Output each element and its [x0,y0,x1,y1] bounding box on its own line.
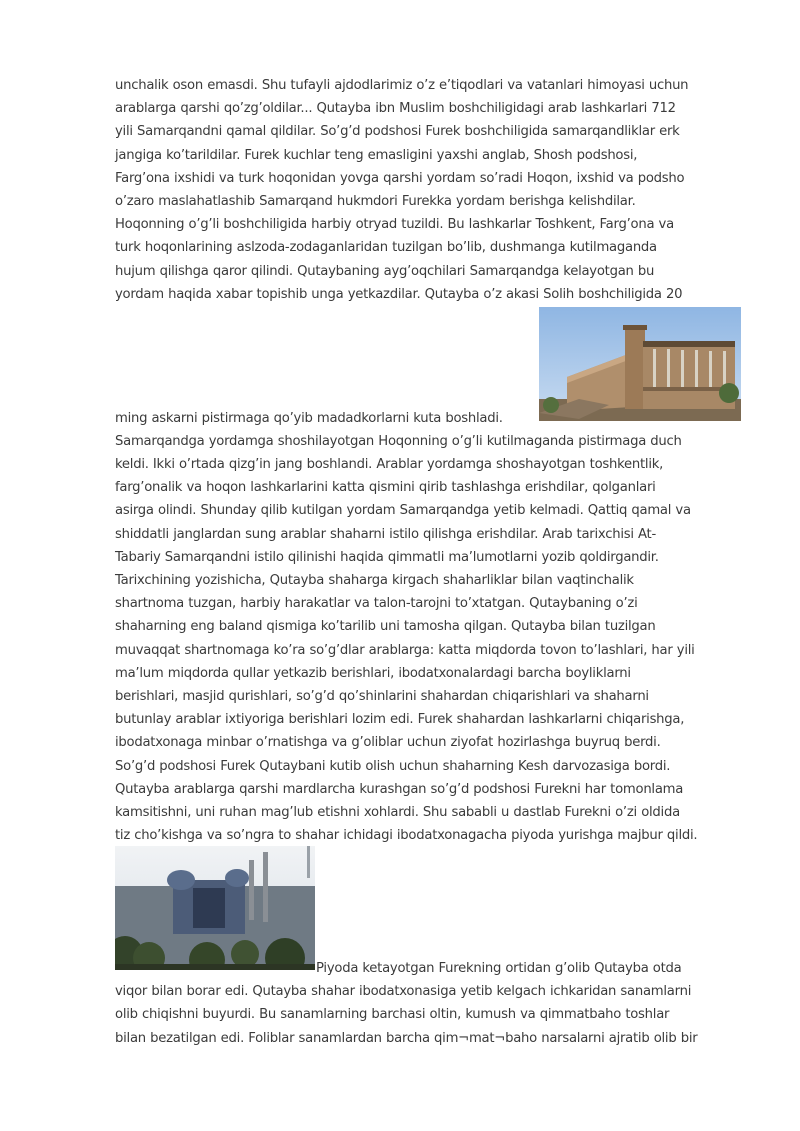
text-line: Hoqonning o’g’li boshchiligida harbiy otryad tuzildi. Bu lashkarlar Toshkent, Farg’ona va [115,217,674,233]
paragraph-bottom [115,980,745,1050]
text-line: arablarga qarshi qo’zg’oldilar... Qutayba ibn Muslim boshchiligidagi arab lashkarlari 712 [115,101,676,117]
text-line: Farg’ona ixshidi va turk hoqonidan yovga qarshi yordam so’radi Hoqon, ixshid va podsho [115,170,685,186]
text-line: ming askarni pistirmaga qo’yib madadkorlarni kuta boshladi. [115,410,503,426]
text-line: kamsitishni, uni ruhan mag’lub etishni xohlardi. Shu sababli u dastlab Furekni o’zi oldida [115,804,680,820]
paragraph-middle [115,430,745,847]
text-line: jangiga ko’tarildilar. Furek kuchlar teng emasligini yaxshi anglab, Shosh podshosi, [115,147,638,163]
text-line: asirga olindi. Shunday qilib kutilgan yordam Samarqandga yetib kelmadi. Qattiq qamal va [115,503,691,519]
text-line: tiz cho’kishga va so’ngra to shahar ichidagi ibodatxonagacha piyoda yurishga majbur qildi. [115,828,698,844]
text-line: bilan bezatilgan edi. Foliblar sanamlardan barcha qim¬mat¬baho narsalarni ajratib olib bir [115,1030,698,1046]
text-line: Tabariy Samarqandni istilo qilinishi haqida qimmatli ma’lumotlarni yozib qoldirgandir. [115,549,659,565]
text-line: unchalik oson emasdi. Shu tufayli ajdodlarimiz o’z e’tiqodlari va vatanlari himoyasi uchun [115,78,689,93]
text-line: farg’onalik va hoqon lashkarlarini katta qismini qirib tashlashga erishdilar, qolganlari [115,480,656,496]
historic-fortress-photo [539,307,741,421]
text-line: So’g’d podshosi Furek Qutaybani kutib olish uchun shaharning Kesh darvozasiga bordi. [115,758,671,774]
text-line: ibodatxonaga minbar o’rnatishga va g’oliblar uchun ziyofat hozirlashga buyruq berdi. [115,735,661,751]
fortress-illustration [539,307,741,421]
text-line: Tarixchining yozishicha, Qutayba shaharga kirgach shaharliklar bilan vaqtinchalik [115,573,634,588]
paragraph-top [115,74,745,306]
text-line: muvaqqat shartnomaga ko’ra so’g’dlar arablarga: katta miqdorda tovon to’lashlari, har yili [115,642,695,658]
text-line: o’zaro maslahatlashib Samarqand hukmdori Furekka yordam berishga kelishdilar. [115,193,636,209]
text-line: ma’lum miqdorda qullar yetkazib berishlari, ibodatxonalardagi barcha boyliklarni [115,665,631,681]
text-line: yili Samarqandni qamal qildilar. So’g’d podshosi Furek boshchiligida samarqandliklar erk [115,124,680,140]
text-line: yordam haqida xabar topishib unga yetkazdilar. Qutayba o’z akasi Solih boshchiligida 20 [115,286,683,302]
city-illustration [115,846,315,970]
text-line: olib chiqishni buyurdi. Bu sanamlarning barchasi oltin, kumush va qimmatbaho toshlar [115,1007,670,1023]
text-line: shiddatli janglardan sung arablar shaharni istilo qilishga erishdilar. Arab tarixchisi At- [115,526,656,542]
text-line: shartnoma tuzgan, harbiy harakatlar va talon-tarojni to’xtatgan. Qutaybaning o’zi [115,596,638,612]
text-line: turk hoqonlarining aslzoda-zodaganlaridan tuzilgan bo’lib, dushmanga kutilmaganda [115,240,657,256]
text-line: Samarqandga yordamga shoshilayotgan Hoqonning o’g’li kutilmaganda pistirmaga duch [115,433,682,449]
text-line: Qutayba arablarga qarshi mardlarcha kurashgan so’g’d podshosi Furekni har tomonlama [115,781,684,797]
text-line: viqor bilan borar edi. Qutayba shahar ibodatxonasiga yetib kelgach ichkaridan sanamlarni [115,984,692,1000]
text-line: shaharning eng baland qismiga ko’tarilib uni tamosha qilgan. Qutayba bilan tuzilgan [115,619,656,635]
text-line: butunlay arablar ixtiyoriga berishlari lozim edi. Furek shahardan lashkarlarni chiqarishga, [115,712,685,728]
text-line: keldi. Ikki o’rtada qizg’in jang boshlandi. Arablar yordamga shoshayotgan toshkentlik, [115,457,664,473]
text-line: Piyoda ketayotgan Furekning ortidan g’olib Qutayba otda [316,961,682,977]
text-line: berishlari, masjid qurishlari, so’g’d qo’shinlarini shahardan chiqarishlari va shaharni [115,688,649,704]
text-line: hujum qilishga qaror qilindi. Qutaybaning ayg’oqchilari Samarqandga kelayotgan bu [115,263,655,279]
samarkand-city-photo [115,846,315,970]
